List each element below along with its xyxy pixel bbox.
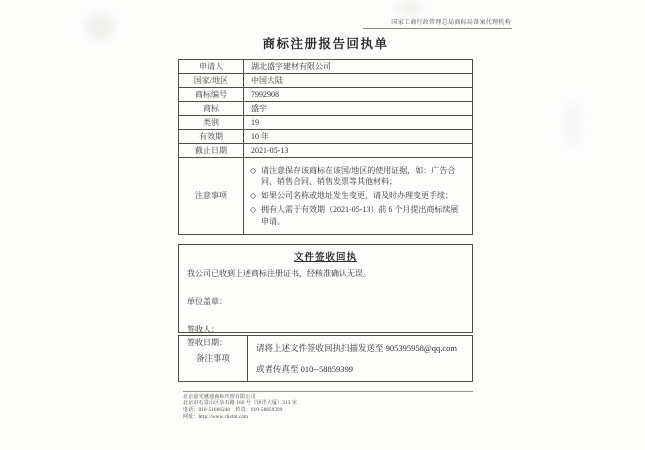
remarks-section bbox=[178, 335, 473, 382]
signer-label: 签收人： bbox=[187, 324, 219, 334]
trademark-name-value: 盛宇 bbox=[244, 102, 473, 116]
notes-label: 注意事项 bbox=[179, 158, 244, 235]
scan-artifact bbox=[566, 100, 580, 148]
footer-phone-fax: 电话：010-51666240 传真：010-58859399 bbox=[183, 408, 283, 414]
note-item bbox=[250, 165, 466, 188]
row-label: 截止日期 bbox=[179, 144, 244, 158]
applicant-value: 湖北盛宇建材有限公司 bbox=[244, 60, 473, 74]
diamond-bullet-icon: ◇ bbox=[250, 205, 257, 214]
sign-date-label: 签收日期： bbox=[187, 337, 227, 347]
note-item bbox=[250, 190, 466, 202]
table-row bbox=[179, 88, 473, 102]
scan-artifact bbox=[86, 14, 114, 40]
table-row bbox=[179, 144, 473, 158]
expiry-date-value: 2021-05-13 bbox=[244, 144, 473, 158]
agency-accreditation-header: 国家工商行政管理总局商标局备案代理机构 bbox=[363, 17, 512, 29]
receipt-section-title: 文件签收回执 bbox=[293, 252, 357, 263]
table-row bbox=[179, 116, 473, 130]
country-region-value: 中国大陆 bbox=[244, 74, 473, 88]
row-label: 商标 bbox=[179, 102, 244, 116]
footer-company-name: 北京晨光驰通商标代理有限公司 bbox=[183, 394, 256, 400]
remarks-label: 备注事项 bbox=[179, 336, 248, 381]
class-value: 19 bbox=[244, 116, 473, 130]
footer-address: 北京市石景山区阜石路 166 号（泽洋大厦）313 室 bbox=[183, 401, 298, 407]
note-item bbox=[250, 204, 466, 227]
document-body bbox=[178, 59, 473, 382]
agency-footer bbox=[183, 391, 473, 422]
remarks-email-instruction: 请将上述文件签收回执扫描发送至 905395958@qq.com bbox=[256, 342, 457, 353]
trademark-number-value: 7992908 bbox=[244, 88, 473, 102]
scan-artifact bbox=[396, 0, 422, 16]
remarks-fax-instruction: 或者传真至 010--58859399 bbox=[256, 363, 354, 374]
company-stamp-label: 单位盖章： bbox=[187, 296, 227, 306]
document-receipt-section bbox=[178, 244, 473, 347]
trademark-info-table bbox=[178, 59, 473, 235]
row-label: 国家/地区 bbox=[179, 74, 244, 88]
document-title: 商标注册报告回执单 bbox=[262, 37, 389, 51]
diamond-bullet-icon: ◇ bbox=[250, 191, 257, 200]
receipt-confirmation-text: 我公司已收到上述商标注册证书，经核准确认无误。 bbox=[187, 268, 371, 278]
table-row bbox=[179, 130, 473, 144]
row-label: 商标编号 bbox=[179, 88, 244, 102]
table-row bbox=[179, 102, 473, 116]
row-label: 类别 bbox=[179, 116, 244, 130]
footer-website: 网址：http://www.chstm.com bbox=[183, 414, 249, 420]
note-text: 请注意保存该商标在该国/地区的使用证据，如：广告合同、销售合同、销售发票等其他材料； bbox=[261, 165, 456, 186]
table-row bbox=[179, 60, 473, 74]
diamond-bullet-icon: ◇ bbox=[250, 165, 257, 175]
row-label: 有效期 bbox=[179, 130, 244, 144]
remarks-content bbox=[248, 336, 472, 381]
note-text: 如果公司名称或地址发生变更，请及时办理变更手续； bbox=[261, 191, 453, 200]
table-row bbox=[179, 74, 473, 88]
notes-content bbox=[244, 158, 473, 235]
notes-row bbox=[179, 158, 473, 235]
note-text: 拥有人需于有效期（2021-05-13）前 6 个月提出商标续展申请。 bbox=[261, 205, 459, 226]
row-label: 申请人 bbox=[179, 60, 244, 74]
validity-period-value: 10 年 bbox=[244, 130, 473, 144]
